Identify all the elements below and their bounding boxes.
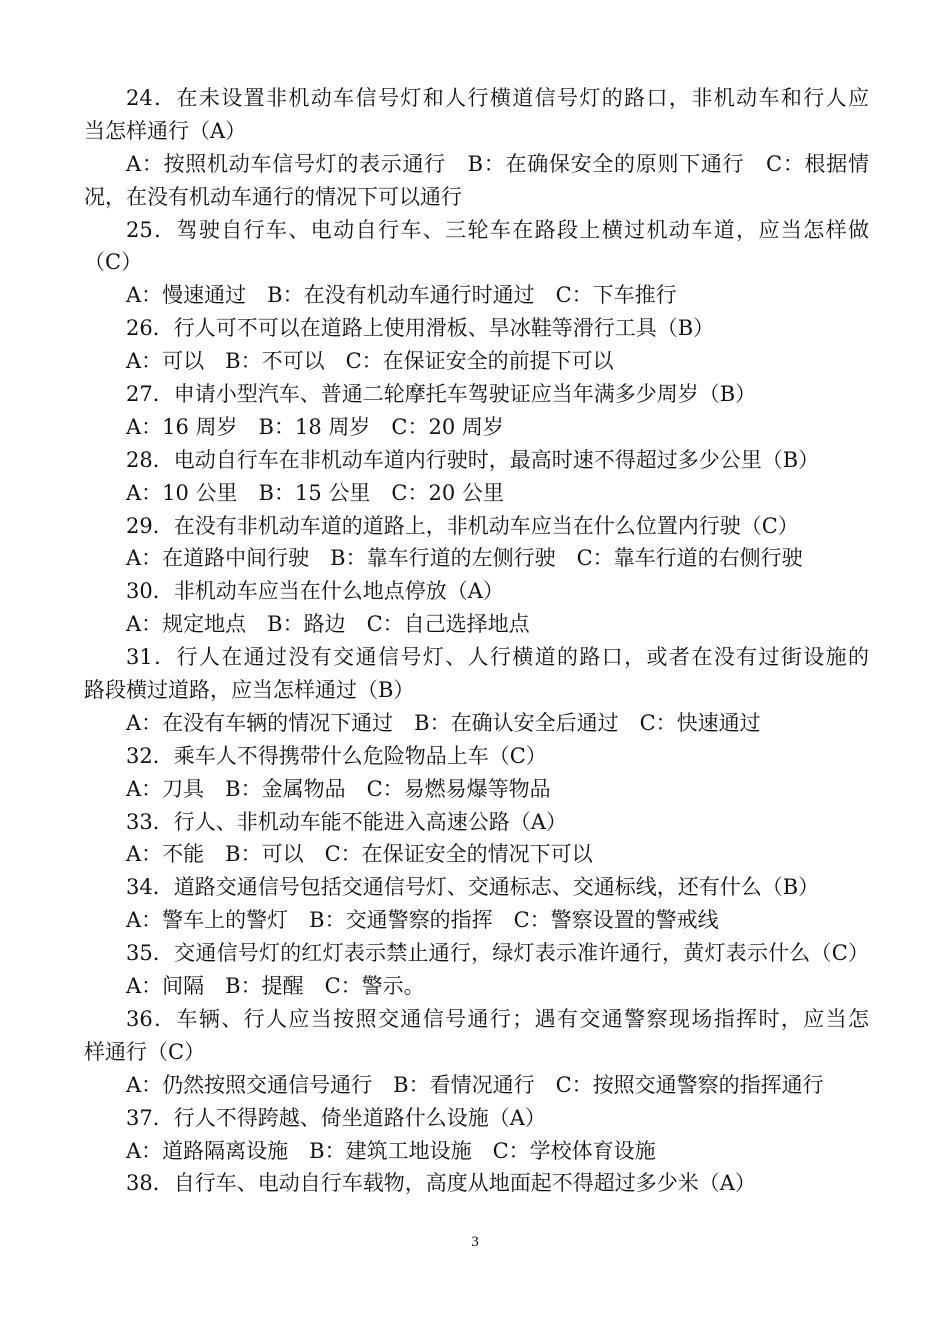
text-line: 况，在没有机动车通行的情况下可以通行 [84, 184, 462, 209]
text-line: 路段横过道路，应当怎样通过（B） [84, 678, 415, 703]
text-line: A：按照机动车信号灯的表示通行 B：在确保安全的原则下通行 C：根据情 [126, 151, 869, 176]
text-line: 30．非机动车应当在什么地点停放（A） [126, 579, 504, 604]
text-line: （C） [84, 250, 143, 275]
text-line: A：间隔 B：提醒 C：警示。 [126, 974, 425, 999]
text-line: A：警车上的警灯 B：交通警察的指挥 C：警察设置的警戒线 [126, 908, 719, 933]
text-line: A：规定地点 B：路边 C：自己选择地点 [126, 612, 530, 637]
text-line: 24．在未设置非机动车信号灯和人行横道信号灯的路口，非机动车和行人应 [126, 86, 869, 110]
text-line: 32．乘车人不得携带什么危险物品上车（C） [126, 743, 547, 768]
text-line: 35．交通信号灯的红灯表示禁止通行，绿灯表示准许通行，黄灯表示什么（C） [126, 941, 869, 966]
text-line: 27．申请小型汽车、普通二轮摩托车驾驶证应当年满多少周岁（B） [126, 382, 757, 407]
text-line: 29．在没有非机动车道的道路上，非机动车应当在什么位置内行驶（C） [126, 513, 799, 538]
text-line: A：可以 B：不可以 C：在保证安全的前提下可以 [126, 349, 614, 374]
text-line: 样通行（C） [84, 1039, 206, 1064]
text-line: 38．自行车、电动自行车载物，高度从地面起不得超过多少米（A） [126, 1171, 756, 1196]
text-line: 31．行人在通过没有交通信号灯、人行横道的路口，或者在没有过街设施的 [126, 645, 869, 670]
text-line: A：在道路中间行驶 B：靠车行道的左侧行驶 C：靠车行道的右侧行驶 [126, 546, 803, 571]
text-line: A：不能 B：可以 C：在保证安全的情况下可以 [126, 842, 593, 867]
text-line: A：16 周岁 B：18 周岁 C：20 周岁 [126, 414, 504, 439]
text-line: 26．行人可不可以在道路上使用滑板、旱冰鞋等滑行工具（B） [126, 316, 715, 341]
text-line: A：10 公里 B：15 公里 C：20 公里 [126, 480, 504, 505]
text-line: 34．道路交通信号包括交通信号灯、交通标志、交通标线，还有什么（B） [126, 875, 820, 900]
text-line: 37．行人不得跨越、倚坐道路什么设施（A） [126, 1105, 546, 1130]
text-line: A：刀具 B：金属物品 C：易燃易爆等物品 [126, 776, 551, 801]
text-line: 28．电动自行车在非机动车道内行驶时，最高时速不得超过多少公里（B） [126, 447, 820, 472]
text-line: 33．行人、非机动车能不能进入高速公路（A） [126, 809, 567, 834]
text-line: A：仍然按照交通信号通行 B：看情况通行 C：按照交通警察的指挥通行 [126, 1072, 824, 1097]
text-line: 25．驾驶自行车、电动自行车、三轮车在路段上横过机动车道，应当怎样做 [126, 217, 869, 242]
text-line: 当怎样通行（A） [84, 118, 247, 143]
page-number: 3 [471, 1234, 479, 1250]
text-line: A：道路隔离设施 B：建筑工地设施 C：学校体育设施 [126, 1138, 656, 1163]
text-line: A：在没有车辆的情况下通过 B：在确认安全后通过 C：快速通过 [126, 710, 761, 735]
text-line: A：慢速通过 B：在没有机动车通行时通过 C：下车推行 [126, 283, 677, 308]
document-body [84, 82, 869, 1200]
text-line: 36．车辆、行人应当按照交通信号通行；遇有交通警察现场指挥时，应当怎 [126, 1006, 869, 1031]
